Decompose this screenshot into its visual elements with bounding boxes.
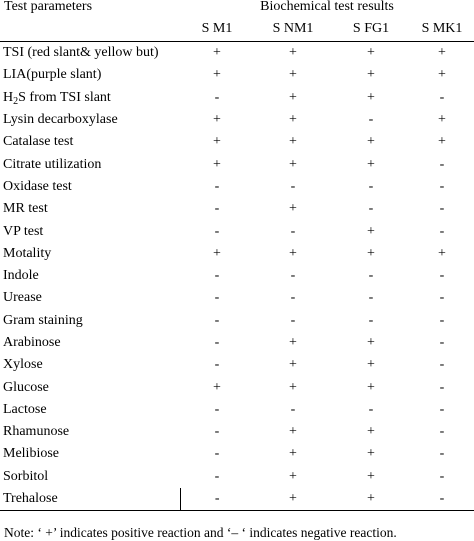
row-parameter: LIA(purple slant) (3, 67, 102, 83)
row-parameter: TSI (red slant& yellow but) (3, 45, 159, 61)
result-cell: + (289, 156, 297, 172)
result-cell: + (438, 112, 446, 128)
result-cell: - (214, 357, 220, 373)
result-cell: + (438, 67, 446, 83)
result-cell: + (289, 379, 297, 395)
result-cell: + (367, 134, 375, 150)
row-parameter: Urease (3, 290, 42, 306)
table-row (0, 354, 474, 376)
table-row (0, 332, 474, 354)
result-cell: - (368, 401, 374, 417)
result-cell: + (289, 335, 297, 350)
table-row (0, 220, 474, 242)
column-header-sfg1: S FG1 (332, 17, 410, 42)
table-row (0, 443, 474, 465)
result-cell: - (439, 468, 445, 484)
result-cell: + (289, 468, 297, 484)
result-cell: + (289, 424, 297, 440)
table-row (0, 153, 474, 175)
result-cell: + (367, 45, 375, 61)
header-blank (0, 17, 180, 42)
result-cell: + (367, 67, 375, 83)
result-cell: - (214, 201, 220, 217)
row-parameter: Lactose (3, 401, 47, 417)
result-cell: - (439, 223, 445, 239)
result-cell: + (289, 201, 297, 217)
result-cell: + (367, 446, 375, 462)
column-header-smk1: S MK1 (410, 17, 474, 42)
row-parameter: MR test (3, 201, 48, 217)
result-cell: + (289, 245, 297, 261)
result-cell: + (213, 379, 221, 395)
result-cell: - (290, 401, 296, 417)
result-cell: + (367, 424, 375, 440)
result-cell: + (213, 245, 221, 261)
row-parameter: Sorbitol (3, 468, 49, 484)
result-cell: - (439, 424, 445, 440)
result-cell: - (180, 488, 254, 511)
result-cell: + (438, 245, 446, 261)
row-parameter: Oxidase test (3, 178, 72, 194)
row-parameter: Trehalose (0, 488, 180, 511)
result-cell: - (439, 268, 445, 284)
result-cell: + (332, 488, 410, 511)
result-cell: - (214, 268, 220, 284)
result-cell: - (439, 290, 445, 306)
result-cell: + (367, 223, 375, 239)
row-parameter: Arabinose (3, 335, 61, 350)
result-cell: - (290, 223, 296, 239)
result-cell: + (438, 134, 446, 150)
header-test-parameters: Test parameters (4, 0, 93, 14)
table-row (0, 87, 474, 109)
result-cell: - (439, 335, 445, 350)
result-cell: - (368, 290, 374, 306)
result-cell: - (439, 357, 445, 373)
result-cell: - (368, 112, 374, 128)
result-cell: + (367, 379, 375, 395)
result-cell: - (214, 401, 220, 417)
result-cell: + (213, 134, 221, 150)
row-parameter: Glucose (3, 379, 49, 395)
result-cell: - (290, 268, 296, 284)
result-cell: - (214, 424, 220, 440)
result-cell: - (368, 312, 374, 328)
result-cell: - (214, 468, 220, 484)
row-parameter: Gram staining (3, 312, 83, 328)
param-subscript: 2 (13, 95, 19, 107)
result-cell: - (439, 379, 445, 395)
result-cell: + (254, 488, 332, 511)
result-cell: + (367, 335, 375, 350)
table-note: Note: ‘ +’ indicates positive reaction and ‘– ‘ indicates negative reaction. (4, 525, 397, 540)
row-parameter: Indole (3, 268, 39, 284)
table-row (0, 243, 474, 265)
table-row (0, 376, 474, 398)
result-cell: - (439, 312, 445, 328)
result-cell: - (214, 290, 220, 306)
result-cell: - (214, 178, 220, 194)
result-cell: - (214, 446, 220, 462)
row-parameter: Melibiose (3, 446, 59, 462)
table-row (0, 64, 474, 86)
result-cell: + (289, 134, 297, 150)
result-cell: + (213, 156, 221, 172)
result-cell: + (289, 112, 297, 128)
result-cell: - (439, 446, 445, 462)
table-row (0, 399, 474, 421)
result-cell: + (289, 45, 297, 61)
result-cell: + (367, 357, 375, 373)
result-cell: + (367, 468, 375, 484)
result-cell: - (214, 312, 220, 328)
result-cell: + (213, 67, 221, 83)
result-cell: - (214, 335, 220, 350)
table-row (0, 109, 474, 131)
result-cell: - (439, 201, 445, 217)
result-cell: + (213, 45, 221, 61)
result-cell: - (214, 223, 220, 239)
table-row (0, 488, 474, 511)
header-biochemical-results: Biochemical test results (260, 0, 394, 14)
table-row (0, 310, 474, 332)
result-cell: + (213, 112, 221, 128)
table-row (0, 421, 474, 443)
row-parameter: VP test (3, 223, 44, 239)
row-parameter (0, 87, 180, 109)
result-cell: - (410, 488, 474, 511)
row-parameter: Xylose (3, 357, 43, 373)
row-parameter: Motality (3, 245, 52, 261)
result-cell: - (214, 89, 220, 105)
param-text: H (3, 89, 14, 105)
row-parameter: Rhamunose (3, 424, 70, 440)
result-cell: + (367, 156, 375, 172)
result-cell: + (367, 245, 375, 261)
result-cell: + (289, 446, 297, 462)
row-parameter: Catalase test (3, 134, 74, 150)
table-row (0, 131, 474, 153)
result-cell: - (290, 290, 296, 306)
row-parameter: Lysin decarboxylase (3, 112, 118, 128)
table-row (0, 198, 474, 220)
result-cell: + (289, 89, 297, 105)
table-row (0, 176, 474, 198)
result-cell: + (367, 89, 375, 105)
param-text: S from TSI slant (18, 89, 111, 105)
result-cell: - (290, 178, 296, 194)
table-row (0, 466, 474, 488)
result-cell: - (439, 156, 445, 172)
table-row (0, 265, 474, 287)
result-cell: - (290, 312, 296, 328)
result-cell: - (368, 178, 374, 194)
column-header-snm1: S NM1 (254, 17, 332, 42)
result-cell: - (368, 201, 374, 217)
row-parameter: Citrate utilization (3, 156, 102, 172)
result-cell: + (289, 67, 297, 83)
result-cell: - (439, 401, 445, 417)
table-row (0, 287, 474, 309)
table-row (0, 42, 474, 65)
result-cell: - (368, 268, 374, 284)
result-cell: + (438, 45, 446, 61)
column-header-sm1: S M1 (180, 17, 254, 42)
result-cell: - (439, 178, 445, 194)
result-cell: - (439, 89, 445, 105)
result-cell: + (289, 357, 297, 373)
